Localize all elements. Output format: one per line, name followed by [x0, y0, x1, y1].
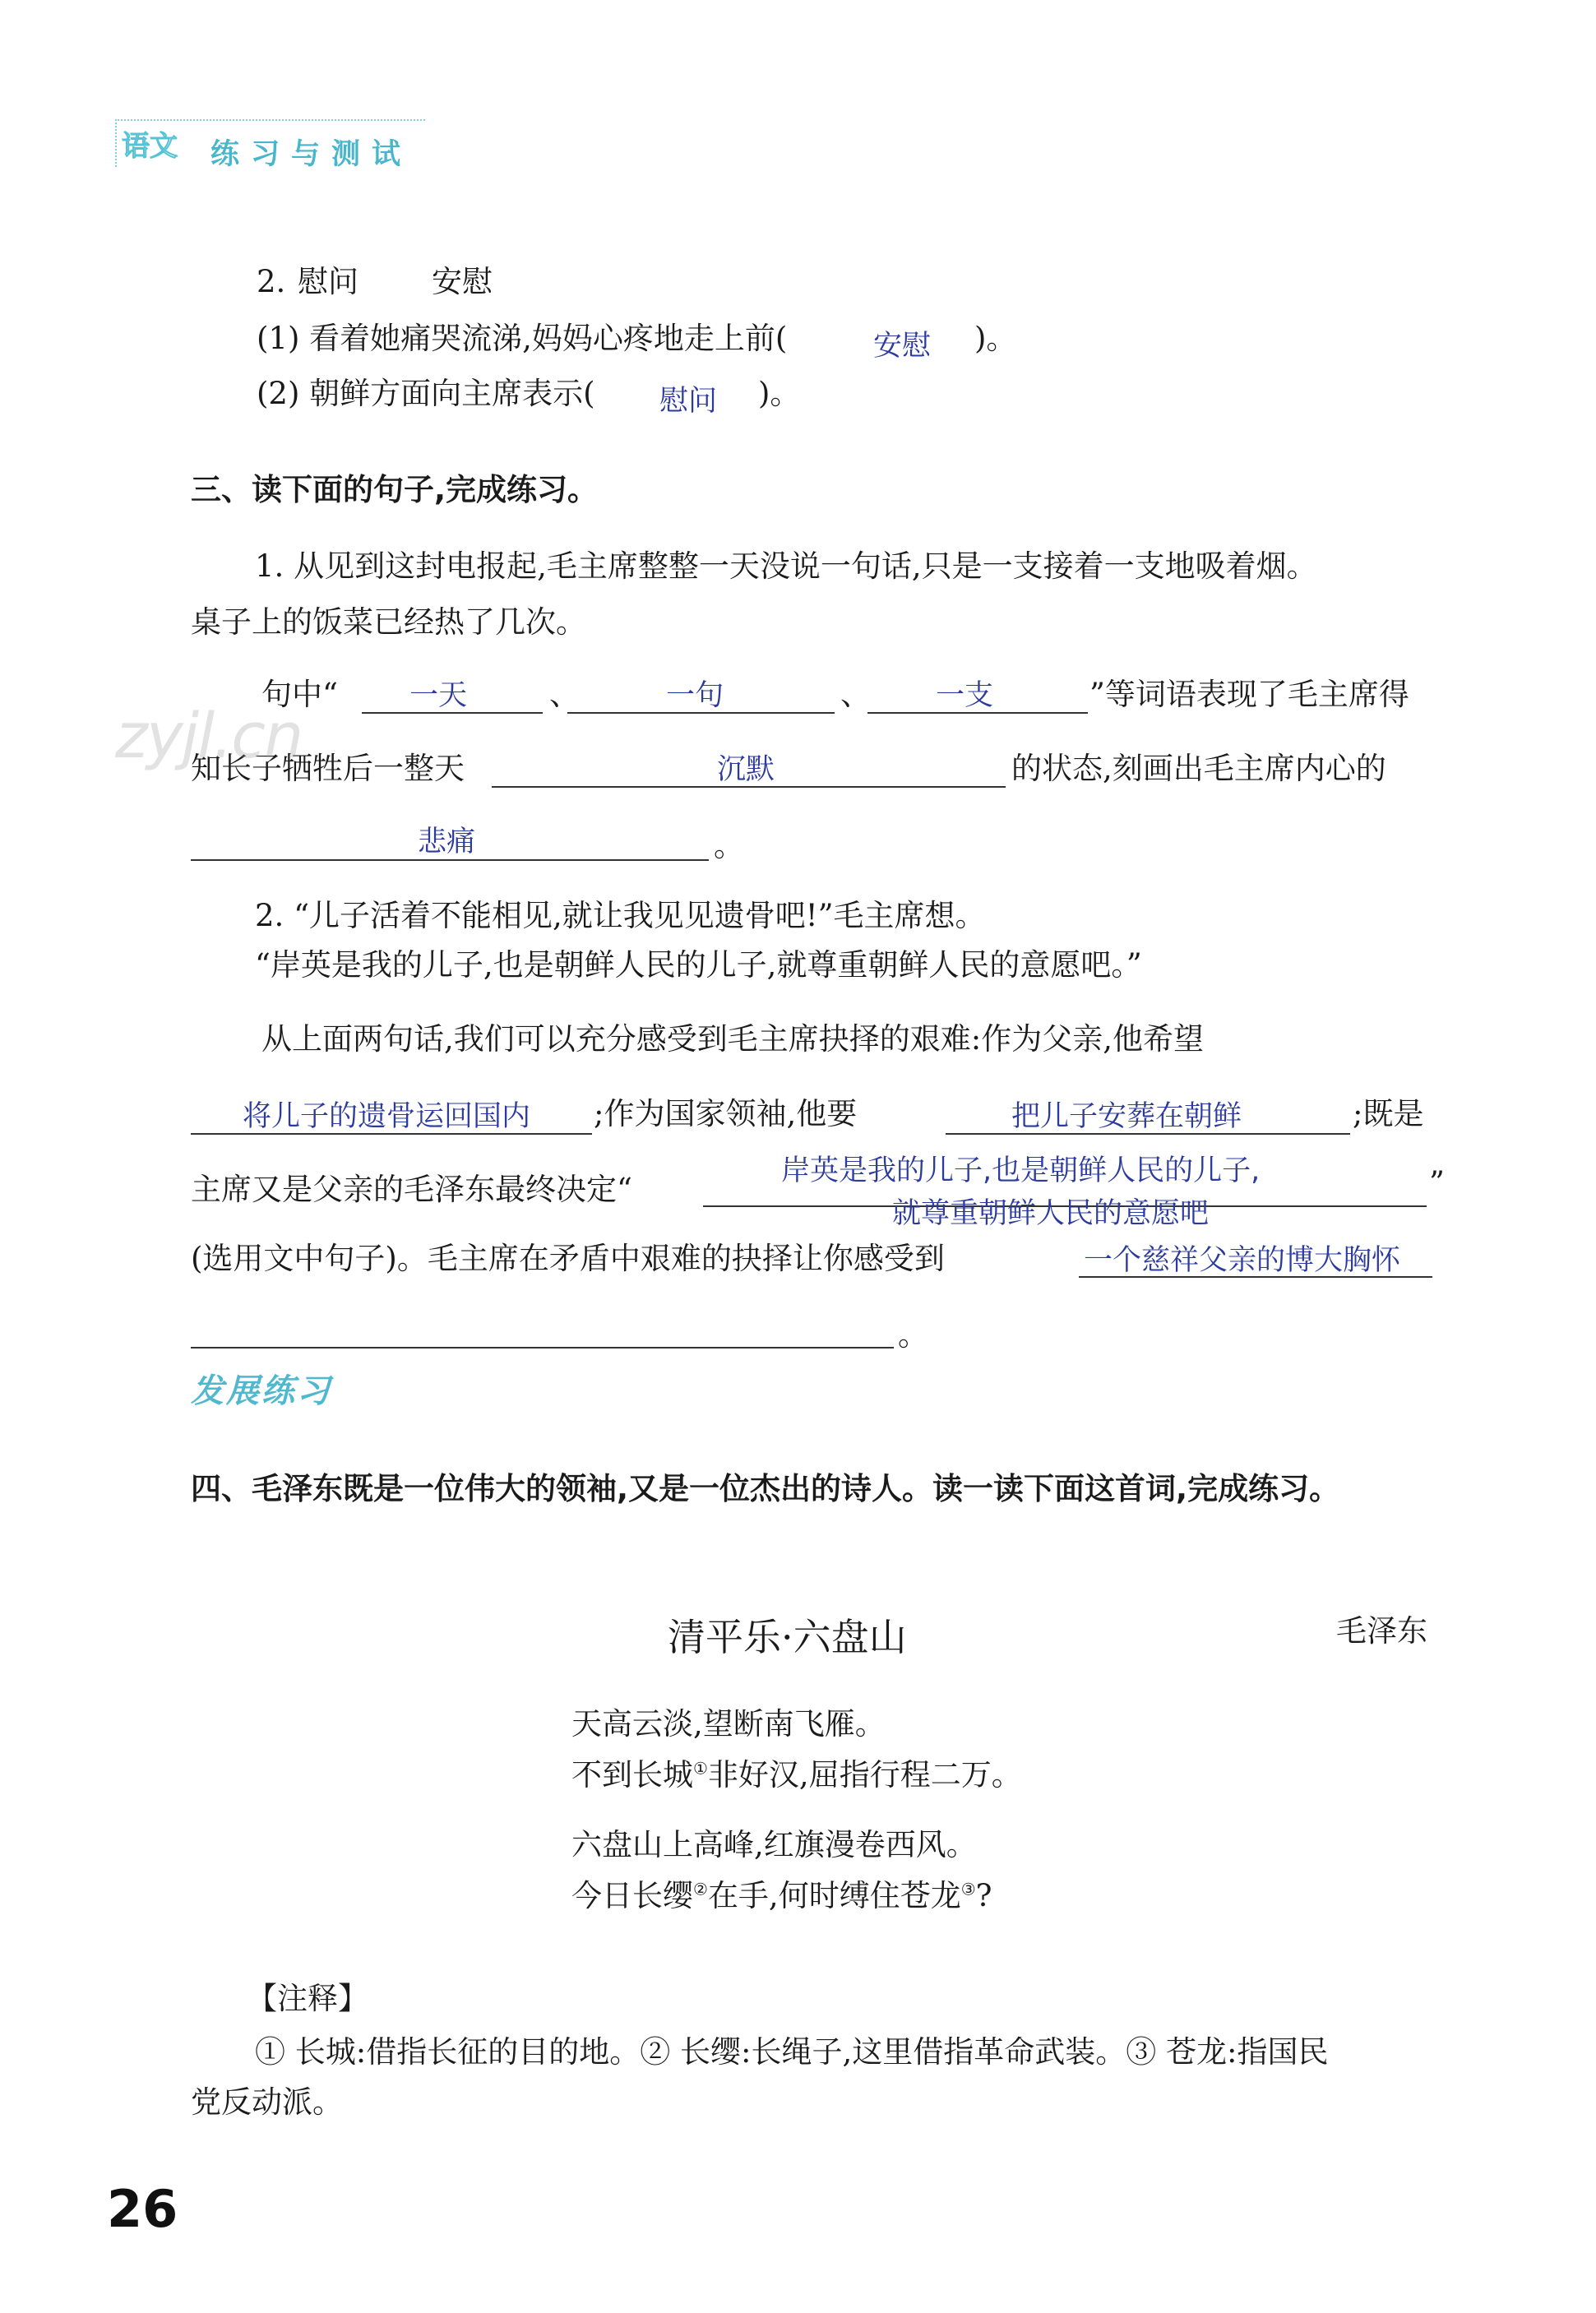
- s3q2-prompt5: (选用文中句子)。毛主席在矛盾中艰难的抉择让你感受到: [191, 1241, 945, 1276]
- s3q1-answer3[interactable]: 一支: [936, 679, 994, 712]
- section3-title: 三、读下面的句子,完成练习。: [191, 472, 599, 507]
- s3q2-answer1[interactable]: 将儿子的遗骨运回国内: [243, 1100, 531, 1133]
- poem-line4: 今日长缨②在手,何时缚住苍龙③?: [571, 1878, 992, 1913]
- s3q1-answer1[interactable]: 一天: [409, 679, 468, 712]
- poem-author: 毛泽东: [1336, 1613, 1427, 1649]
- note-ref-1: ①: [693, 1758, 708, 1779]
- poem-line2: 不到长城①非好汉,屈指行程二万。: [571, 1757, 1022, 1793]
- q2-number: 2.: [257, 264, 286, 299]
- header-series: 练习与测试: [210, 138, 413, 171]
- s3q2-answer3-line1[interactable]: 岸英是我的儿子,也是朝鲜人民的儿子,: [781, 1154, 1261, 1187]
- s3q1-prompt: 句中“: [261, 677, 338, 712]
- q2-sentence2-end: )。: [758, 376, 801, 411]
- q2-sentence1: (1) 看着她痛哭流涕,妈妈心疼地走上前(: [257, 321, 788, 356]
- blank-line: [191, 1347, 894, 1348]
- s3q2-prompt4: 主席又是父亲的毛泽东最终决定“: [191, 1172, 632, 1207]
- poem-line3: 六盘山上高峰,红旗漫卷西风。: [571, 1827, 977, 1862]
- s3q2-prompt2: ;作为国家领袖,他要: [594, 1096, 858, 1131]
- header-subject: 语文: [122, 130, 178, 163]
- watermark: zyjl.cn: [115, 699, 303, 772]
- s3q1-line2: 桌子上的饭菜已经热了几次。: [191, 604, 586, 640]
- s3q1-answer4[interactable]: 沉默: [717, 753, 775, 786]
- s3q1-end: 。: [714, 828, 744, 863]
- q2-word1: 慰问: [298, 264, 359, 299]
- poem-line1: 天高云淡,望断南飞雁。: [571, 1706, 886, 1742]
- q2-answer1[interactable]: 安慰: [873, 330, 932, 363]
- s3q2-end: 。: [898, 1317, 928, 1353]
- notes-title: 【注释】: [247, 1981, 368, 2016]
- s3q2-answer3-line2[interactable]: 就尊重朝鲜人民的意愿吧: [892, 1197, 1210, 1230]
- note-ref-2: ②: [693, 1879, 708, 1899]
- s3q1-answer5[interactable]: 悲痛: [418, 826, 476, 858]
- s3q2-prompt3: ;既是: [1353, 1096, 1424, 1131]
- s3q1-sep1: 、: [549, 677, 580, 712]
- q2-sentence2: (2) 朝鲜方面向主席表示(: [257, 376, 595, 411]
- s3q1-sep2: 、: [840, 677, 871, 712]
- s3q2-quote-close: ”: [1429, 1165, 1445, 1200]
- s3q2-answer2[interactable]: 把儿子安葬在朝鲜: [1011, 1100, 1242, 1133]
- page-number: 26: [107, 2179, 178, 2239]
- s3q2-answer4[interactable]: 一个慈祥父亲的博大胸怀: [1084, 1244, 1401, 1277]
- q2-answer2[interactable]: 慰问: [659, 385, 718, 418]
- s3q1-prompt-line2-cont: 的状态,刻画出毛主席内心的: [1011, 751, 1386, 786]
- s3q2-line1: 2. “儿子活着不能相见,就让我见见遗骨吧!”毛主席想。: [255, 898, 986, 933]
- notes-line1: ① 长城:借指长征的目的地。② 长缨:长绳子,这里借指革命武装。③ 苍龙:指国民: [255, 2034, 1329, 2070]
- s3q2-line2: “岸英是我的儿子,也是朝鲜人民的儿子,就尊重朝鲜人民的意愿吧。”: [255, 947, 1142, 983]
- section4-title: 四、毛泽东既是一位伟大的领袖,又是一位杰出的诗人。读一读下面这首词,完成练习。: [191, 1471, 1340, 1506]
- s3q2-prompt: 从上面两句话,我们可以充分感受到毛主席抉择的艰难:作为父亲,他希望: [261, 1021, 1204, 1057]
- poem-title: 清平乐·六盘山: [668, 1615, 907, 1659]
- q2-sentence1-end: )。: [974, 321, 1017, 356]
- s3q1-prompt-line2: 知长子牺牲后一整天: [191, 751, 465, 786]
- development-title: 发展练习: [191, 1372, 332, 1410]
- s3q1-prompt-cont: ”等词语表现了毛主席得: [1089, 677, 1409, 712]
- s3q1-line1: 1. 从见到这封电报起,毛主席整整一天没说一句话,只是一支接着一支地吸着烟。: [255, 548, 1317, 584]
- note-ref-3: ③: [960, 1879, 976, 1899]
- q2-word2: 安慰: [432, 264, 493, 299]
- notes-line2: 党反动派。: [191, 2084, 343, 2120]
- s3q1-answer2[interactable]: 一句: [666, 679, 724, 712]
